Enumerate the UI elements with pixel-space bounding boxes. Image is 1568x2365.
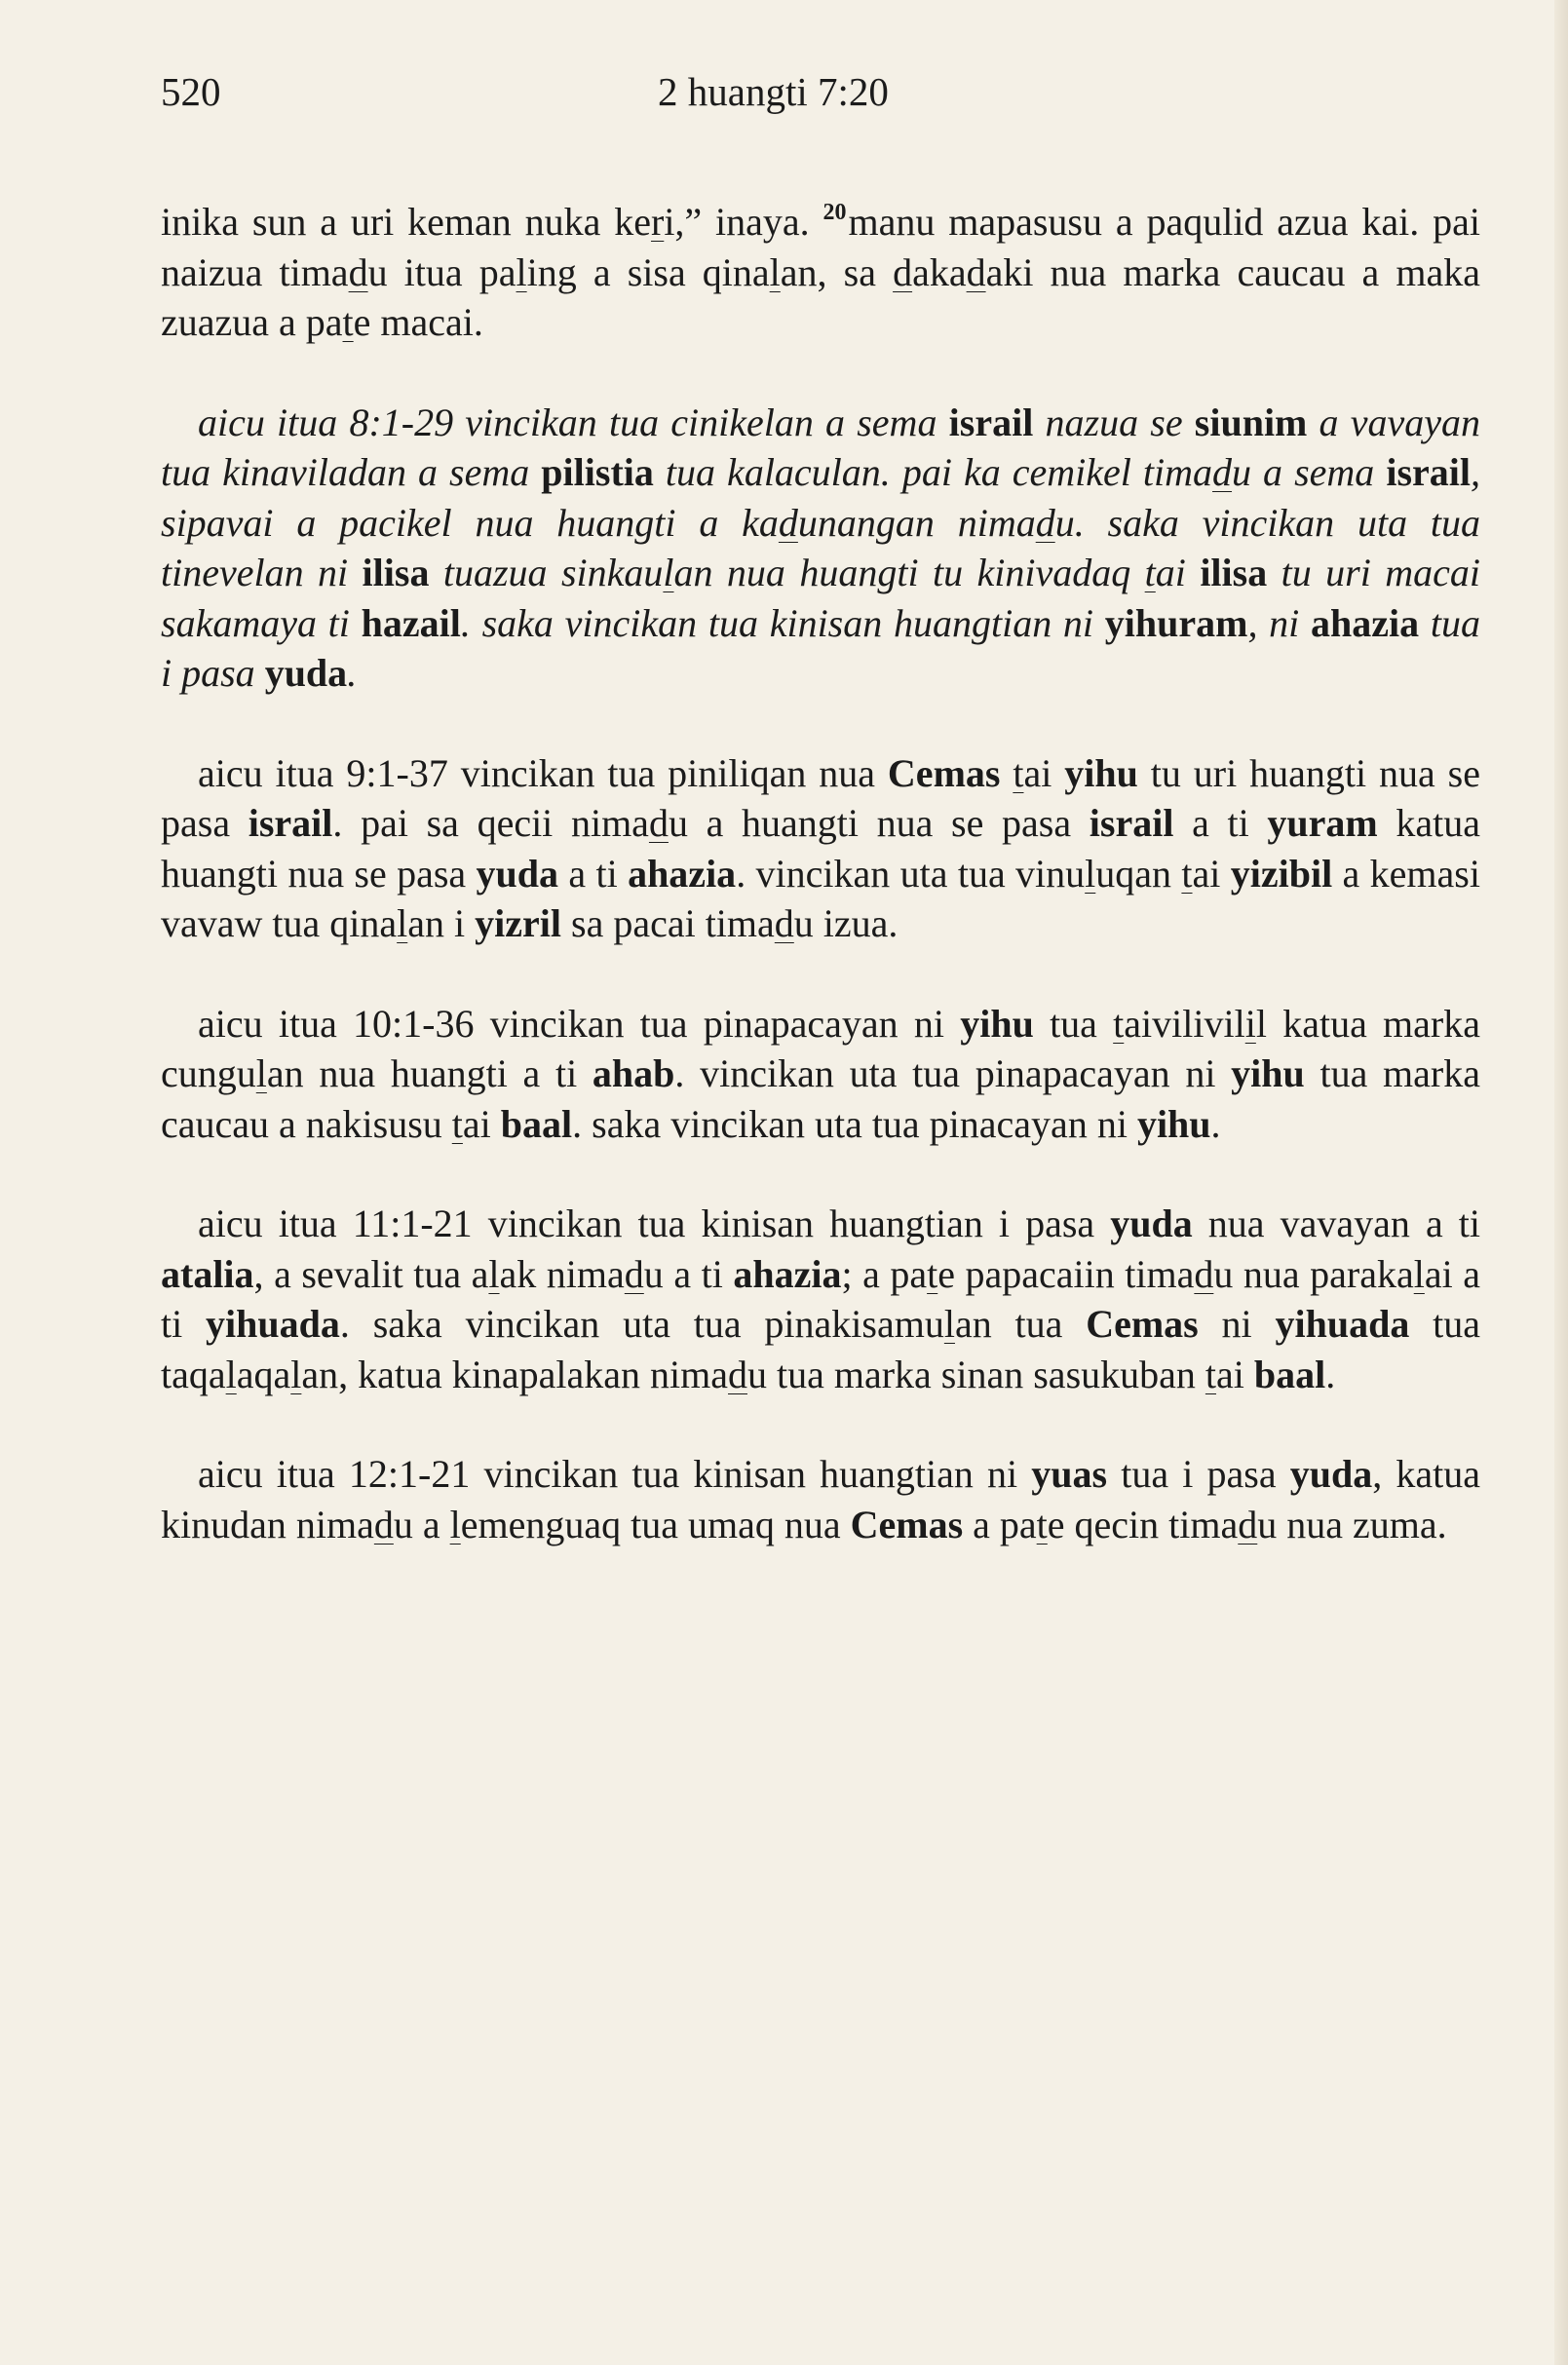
paragraph-summary-8: aicu itua 8:1-29 vincikan tua cinikelan a sema israil nazua se siunim a vavayan tua kinaviladan a sema pilistia tua kalaculan. pai ka cemikel timadu a sema israil, sipavai a pacikel nua huangti a kadunangan nimadu. saka vincikan uta tua tinevelan ni ilisa tuazua sinkaulan nua huangti tu kinivadaq tai ilisa tu uri macai sakamaya ti hazail. saka vincikan tua kinisan huangtian ni yihuram, ni ahazia tua i pasa yuda. bbox=[161, 400, 1481, 695]
paragraph-summary-11: aicu itua 11:1-21 vincikan tua kinisan huangtian i pasa yuda nua vavayan a ti atalia, a sevalit tua alak nimadu a ti ahazia; a pate papacaiin timadu nua parakalai a ti yihuada. saka vincikan uta tua pinakisamulan tua Cemas ni yihuada tua taqalaqalan, katua kinapalakan nimadu tua marka sinan sasukuban tai baal. bbox=[161, 1202, 1480, 1396]
page-edge-shadow bbox=[1554, 0, 1568, 2365]
running-head: 2 huangti 7:20 bbox=[658, 69, 889, 114]
page-number: 520 bbox=[161, 69, 221, 114]
page-header bbox=[161, 68, 1480, 136]
paragraph-verse-text: inika sun a uri keman nuka keri,” inaya. $^{20}$manu mapasusu a paqulid azua kai. pai naizua timadu itua paling a sisa qinalan, sa dakadaki nua marka caucau a maka zuazua a pate macai. bbox=[161, 200, 1481, 344]
paragraph-summary-10: aicu itua 10:1-36 vincikan tua pinapacayan ni yihu tua taivilivilil katua marka cungulan nua huangti a ti ahab. vincikan uta tua pinapacayan ni yihu tua marka caucau a nakisusu tai baal. saka vincikan uta tua pinacayan ni yihu. bbox=[161, 1001, 1480, 1146]
verse-number: 20 bbox=[822, 200, 847, 225]
paragraph-summary-9: aicu itua 9:1-37 vincikan tua piniliqan nua Cemas tai yihu tu uri huangti nua se pasa israil. pai sa qecii nimadu a huangti nua se pasa israil a ti yuram katua huangti nua se pasa yuda a ti ahazia. vincikan uta tua vinuluqan tai yizibil a kemasi vavaw tua qinalan i yizril sa pacai timadu izua. bbox=[161, 750, 1480, 945]
paragraph-summary-12: aicu itua 12:1-21 vincikan tua kinisan huangtian ni yuas tua i pasa yuda, katua kinudan nimadu a lemenguaq tua umaq nua Cemas a pate qecin timadu nua zuma. bbox=[161, 1452, 1481, 1546]
